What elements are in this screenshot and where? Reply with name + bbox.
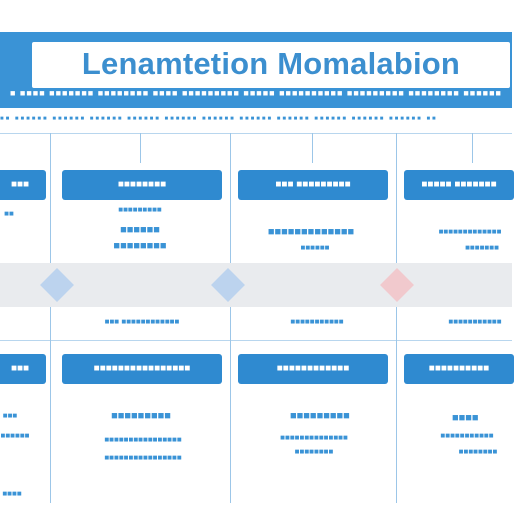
stage-card-text: ■■■■■■ bbox=[300, 243, 330, 252]
diagram-title: Lenamtetion Momalabion bbox=[81, 46, 461, 81]
stage-card-header: ■■■■■■■■■■■■■■■■ bbox=[62, 354, 222, 384]
stage-card-text: ■■■■ bbox=[452, 412, 479, 424]
stage-card-text: ■■■■■■■■■■■■■■ bbox=[280, 433, 348, 442]
stage-card-text: ■■■■■■ bbox=[0, 431, 30, 440]
stage-card-text: ■■■ bbox=[2, 411, 18, 420]
stage-card-text: ■■■■■■■■■■■■■ bbox=[267, 226, 355, 238]
stage-card-text: ■■■■■■■■■■■ bbox=[440, 431, 494, 440]
stage-card-text: ■■■■ bbox=[2, 489, 22, 498]
stage-card-text: ■■■■■■■■■ bbox=[111, 410, 171, 422]
stage-card-text: ■■■■■■■■■■■■■■■■ bbox=[104, 435, 182, 444]
header-subtitle: ■ ■■■■ ■■■■■■■ ■■■■■■■■ ■■■■ ■■■■■■■■■ ■■■■■ ■■■■■■■■■■ ■■■■■■■■■ ■■■■■■■■ ■■■■■■ bbox=[10, 88, 502, 98]
stage-card-text: ■■ bbox=[4, 209, 14, 218]
stage-card-text: ■■■■■■■■ bbox=[458, 447, 498, 456]
milestone-label: ■■■■■■■■■■■ bbox=[448, 317, 502, 326]
stage-card-header: ■■■■■■■■■■ bbox=[404, 354, 514, 384]
stage-card-text: ■■■■■■■■ bbox=[113, 240, 167, 252]
stage-card-text: ■■■■■■■■■■■■■■■■ bbox=[104, 453, 182, 462]
title-box bbox=[32, 42, 510, 88]
stage-card-header: ■■■ ■■■■■■■■■ bbox=[238, 170, 388, 200]
milestone-label: ■■■ ■■■■■■■■■■■■ bbox=[104, 317, 180, 326]
column-divider bbox=[312, 133, 313, 163]
column-divider bbox=[50, 133, 51, 503]
column-divider bbox=[396, 133, 397, 503]
grid-line bbox=[0, 133, 512, 134]
stage-card-text: ■■■■■■■■■ bbox=[290, 410, 350, 422]
timeline-ruler: ■■ ■■■■■■ ■■■■■■ ■■■■■■ ■■■■■■ ■■■■■■ ■■■■■■ ■■■■■■ ■■■■■■ ■■■■■■ ■■■■■■ ■■■■■■ ■■ bbox=[0, 116, 438, 122]
column-divider bbox=[140, 133, 141, 163]
stage-card-text: ■■■■■■■■ bbox=[294, 447, 334, 456]
timeline-band bbox=[0, 263, 512, 307]
stage-card-header: ■■■■■ ■■■■■■■ bbox=[404, 170, 514, 200]
stage-card-header: ■■■■■■■■ bbox=[62, 170, 222, 200]
stage-card-text: ■■■■■■■■■■■■■ bbox=[438, 227, 502, 236]
stage-card-header: ■■■ bbox=[0, 354, 46, 384]
stage-card-header: ■■■■■■■■■■■■ bbox=[238, 354, 388, 384]
stage-card-text: ■■■■■■■■■ bbox=[118, 205, 162, 214]
stage-card-text: ■■■■■■■ bbox=[465, 243, 499, 252]
column-divider bbox=[230, 133, 231, 503]
stage-card-header: ■■■ bbox=[0, 170, 46, 200]
grid-line bbox=[0, 340, 512, 341]
stage-card-text: ■■■■■■ bbox=[120, 224, 160, 236]
milestone-label: ■■■■■■■■■■■ bbox=[290, 317, 344, 326]
column-divider bbox=[472, 133, 473, 163]
